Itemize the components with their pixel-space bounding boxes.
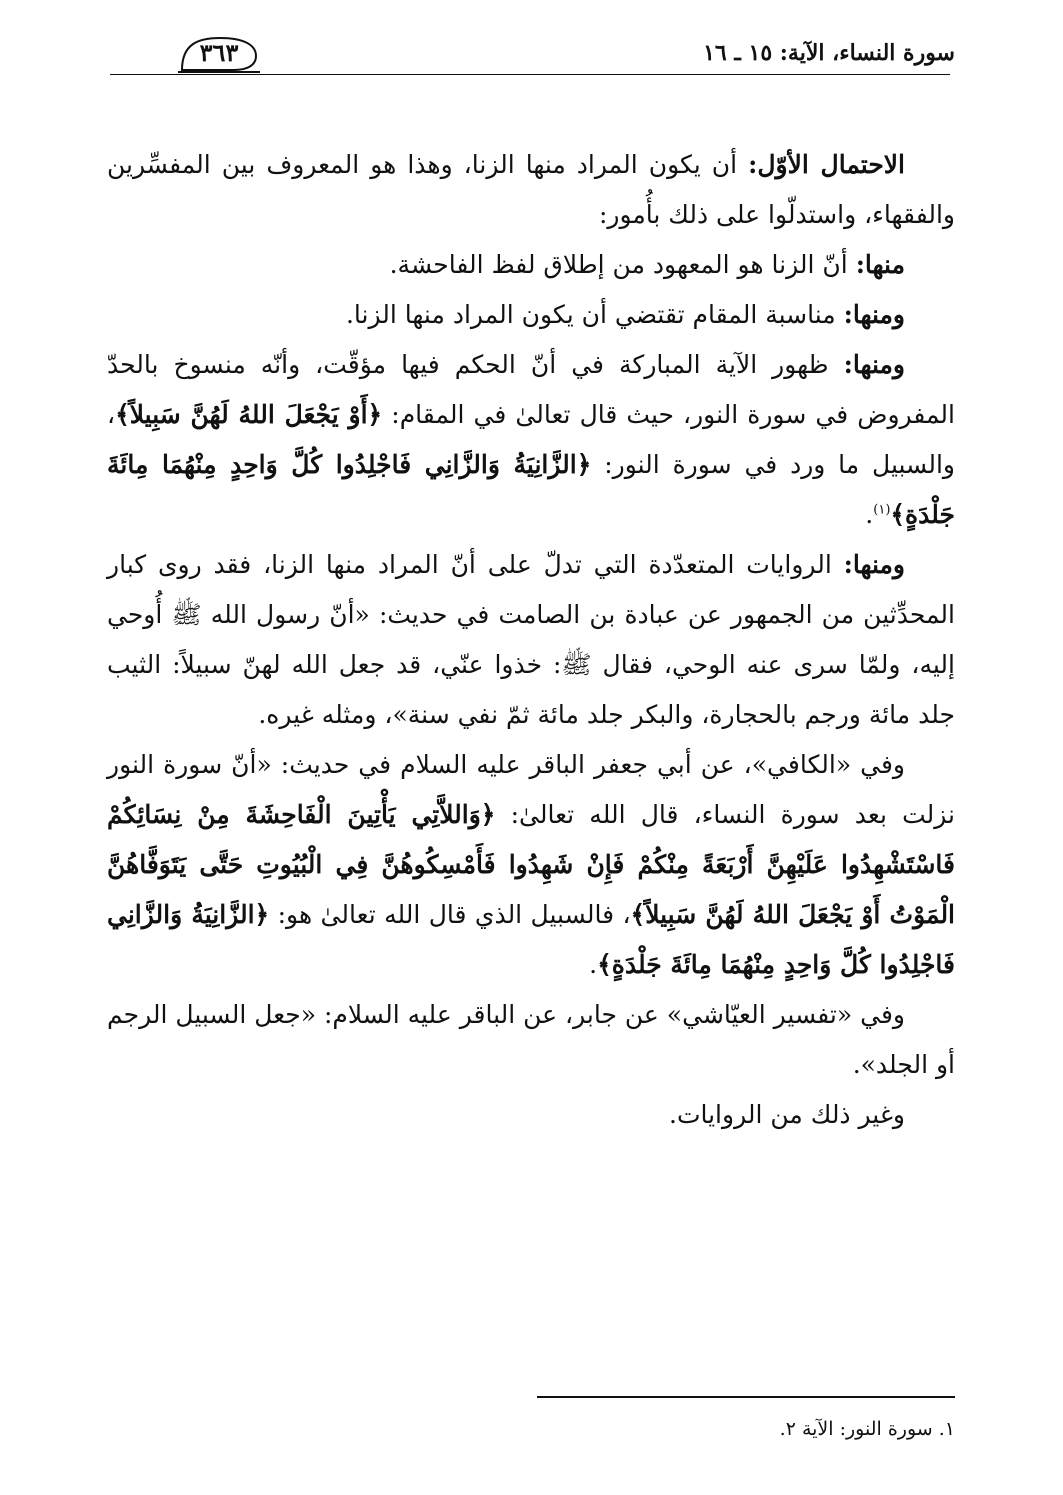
paragraph-text: وغير ذلك من الروايات. — [669, 1100, 905, 1129]
paragraph-end: . — [589, 950, 598, 979]
quran-verse: ﴿وَاللاَّتِي يَأْتِينَ الْفَاحِشَةَ مِنْ نِسَائِكُمْ فَاسْتَشْهِدُوا عَلَيْهِنَّ أَرْبَعَةً مِنْكُمْ فَإِنْ شَهِدُوا فَأَمْسِكُوهُنَّ فِي الْبُيُوتِ حَتَّى يَتَوَفَّاهُنَّ الْمَوْتُ أَوْ يَجْعَلَ اللهُ لَهُنَّ سَبِيلاً﴾ — [107, 800, 956, 929]
paragraph-text: وفي «الكافي»، عن أبي جعفر الباقر عليه السلام في حديث: «أنّ سورة النور نزلت بعد سورة النساء، قال الله تعالىٰ: — [107, 750, 956, 829]
paragraph-first-possibility — [107, 140, 955, 240]
footnote: ١. سورة النور: الآية ٢. — [779, 1418, 955, 1440]
paragraph-text: وفي «تفسير العيّاشي» عن جابر، عن الباقر عليه السلام: «جعل السبيل الرجم أو الجلد». — [107, 1000, 955, 1079]
paragraph-evidence-3 — [107, 340, 955, 540]
paragraph-label: منها: — [855, 250, 905, 279]
page-number: ٣٦٣ — [199, 38, 239, 67]
footnote-rule — [537, 1396, 955, 1398]
paragraph-text: مناسبة المقام تقتضي أن يكون المراد منها الزنا. — [345, 300, 844, 329]
paragraph-text: الروايات المتعدّدة التي تدلّ على أنّ المراد منها الزنا، فقد روى كبار المحدِّثين من الجمهور عن عبادة بن الصامت في حديث: «أنّ رسول الله ﷺ أُوحي إليه، ولمّا سرى عنه الوحي، فقال ﷺ: خذوا عنّي، قد جعل الله لهنّ سبيلاً: الثيب جلد مائة ورجم بالحجارة، والبكر جلد مائة ثمّ نفي سنة»، ومثله غيره. — [107, 550, 955, 729]
quran-verse: ﴿الزَّانِيَةُ وَالزَّانِي فَاجْلِدُوا كُلَّ وَاحِدٍ مِنْهُمَا مِائَةَ جَلْدَةٍ﴾ — [107, 900, 955, 979]
paragraph-closing — [107, 1090, 955, 1140]
header-rule — [110, 74, 950, 75]
quran-verse: ﴿أَوْ يَجْعَلَ اللهُ لَهُنَّ سَبِيلاً﴾ — [115, 400, 383, 429]
paragraph-label: ومنها: — [843, 300, 905, 329]
paragraph-text: ظهور الآية المباركة في أنّ الحكم فيها مؤقّت، وأنّه منسوخ بالحدّ المفروض في سورة النور، حيث قال تعالىٰ في المقام: — [107, 350, 955, 429]
paragraph-evidence-1 — [107, 240, 955, 290]
footnote-marker: (١) — [873, 502, 891, 518]
main-text — [107, 140, 955, 1140]
paragraph-evidence-2 — [107, 290, 955, 340]
paragraph-text: ، والسبيل ما ورد في سورة النور: — [107, 400, 955, 479]
paragraph-text: أنّ الزنا هو المعهود من إطلاق لفظ الفاحشة. — [389, 250, 856, 279]
quran-verse: ﴿الزَّانِيَةُ وَالزَّانِي فَاجْلِدُوا كُلَّ وَاحِدٍ مِنْهُمَا مِائَةَ جَلْدَةٍ﴾ — [107, 450, 955, 529]
paragraph-label: الاحتمال الأوّل: — [748, 150, 905, 179]
running-title: سورة النساء، الآية: ١٥ ـ ١٦ — [703, 40, 955, 66]
paragraph-text: ، فالسبيل الذي قال الله تعالىٰ هو: — [269, 900, 631, 929]
paragraph-text: أن يكون المراد منها الزنا، وهذا هو المعروف بين المفسِّرين والفقهاء، واستدلّوا على ذلك بأُمور: — [107, 150, 955, 229]
paragraph-label: ومنها: — [843, 350, 905, 379]
page-number-badge — [176, 32, 262, 78]
paragraph-end: . — [865, 500, 874, 529]
paragraph-label: ومنها: — [843, 550, 905, 579]
paragraph-ayyashi — [107, 990, 955, 1090]
paragraph-evidence-4 — [107, 540, 955, 740]
paragraph-kafi — [107, 740, 955, 990]
